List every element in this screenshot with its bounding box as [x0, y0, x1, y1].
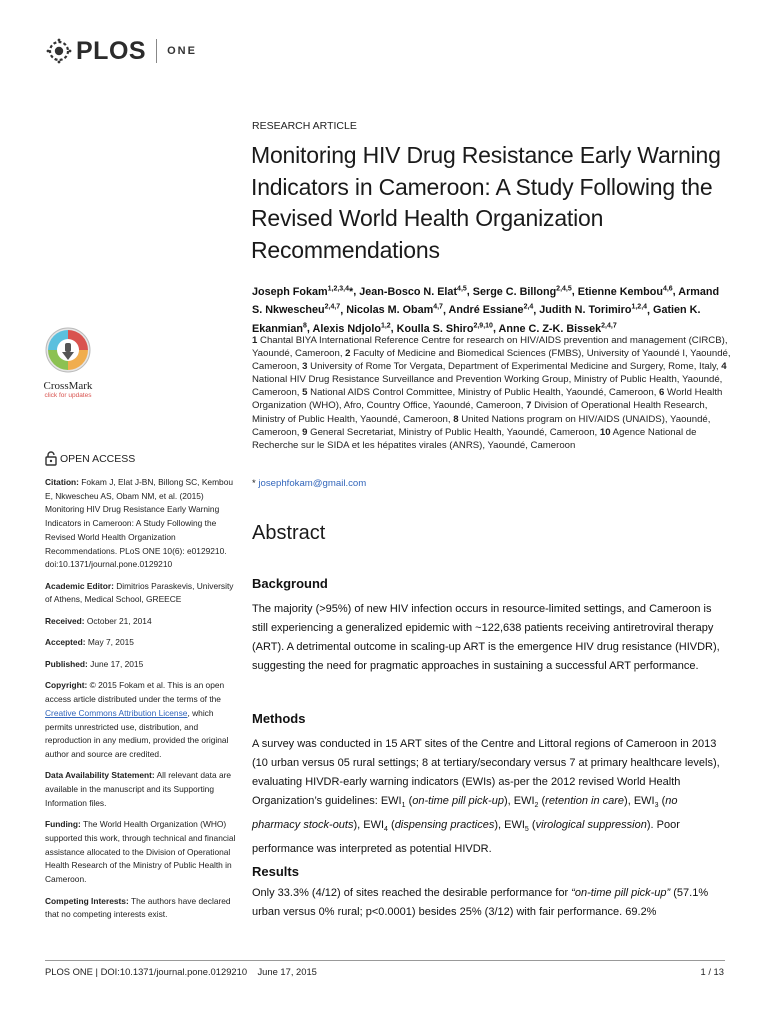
journal-name: ONE [167, 45, 197, 57]
affiliation-number: 9 [302, 426, 308, 438]
logo-divider [156, 39, 157, 63]
ewi2-text: retention in care [545, 794, 625, 807]
affiliation-number: 2 [345, 348, 351, 360]
citation-label: Citation: [45, 477, 79, 487]
author-name: Koulla S. Shiro$^{2,9,10}$ [396, 322, 493, 335]
affiliation-text: Division of Operational Health Research, Ministry of Public Health, Yaoundé, Cameroon, [252, 400, 708, 425]
affiliation-text: National HIV Drug Resistance Surveillance and Prevention Working Group, Ministry of Public Health, Yaoundé, Cameroon, [252, 374, 723, 399]
results-text [252, 884, 726, 922]
author-name: Serge C. Billong$^{2,4,5}$ [472, 285, 572, 298]
methods-heading: Methods [252, 711, 306, 726]
accepted-date: May 7, 2015 [87, 637, 134, 648]
article-title: Monitoring HIV Drug Resistance Early Warning Indicators in Cameroon: A Study Following the Revised World Health Organization Recommendations [251, 142, 721, 263]
author-affiliation-marks: 4,5 [457, 285, 467, 292]
affiliation-text: Agence National de Recherche sur le SIDA et les hépatites virales (ANRS), Yaoundé, Cameroon [252, 426, 697, 451]
funding-label: Funding: [45, 819, 81, 830]
ewi3-sub: 3 [654, 801, 659, 809]
author-affiliation-marks: 2,9,10 [473, 322, 493, 330]
plos-logo-icon [46, 38, 72, 64]
data-availability-label: Data Availability Statement: [45, 770, 155, 781]
published-block [45, 658, 241, 672]
background-heading: Background [252, 576, 328, 591]
results-text-1: Only 33.3% (4/12) of sites reached the desirable performance for [252, 887, 572, 899]
author-name: Nicolas M. Obam$^{4,7}$ [346, 303, 443, 317]
copyright-text-end: , which permits unrestricted use, distribution, and reproduction in any medium, provided the original author and source are credited. [45, 707, 229, 759]
plos-wordmark: PLOS [76, 36, 147, 65]
citation-text: Fokam J, Elat J-BN, Billong SC, Kembou E, Nkwescheu AS, Obam NM, et al. (2015) Monitoring HIV Drug Resistance Early Warning Indicators in Cameroon: A Study Following the Revised World Health Organization Recommendations. PLoS ONE 10(6): e0129210. doi:10.1371/journal.pone.0129210 [45, 477, 234, 570]
abstract-heading: Abstract [252, 522, 326, 544]
footer-citation: PLOS ONE | DOI:10.1371/journal.pone.0129210 June 17, 2015 [45, 966, 317, 977]
published-date: June 17, 2015 [90, 658, 144, 669]
methods-text-1: A survey was conducted in 15 ART sites of the Centre and Littoral regions of Cameroon in 2013 (10 urban versus 05 rural settings; 8 at tertiary/secondary versus 7 at primary healthcare levels), evaluating HIVDR-early warning indicators (EWIs) as-per the 2012 revised World Health Organization’s guidelines: EWI [252, 738, 720, 807]
affiliation-text: Chantal BIYA International Reference Centre for research on HIV/AIDS prevention and management (CIRCB), Yaoundé, Cameroon, [252, 335, 728, 360]
author-name: Alexis Ndjolo$^{1,2}$ [312, 322, 391, 335]
ewi1-text: on-time pill pick-up [412, 794, 504, 807]
affiliation-number: 10 [599, 426, 611, 438]
accepted-label: Accepted: [45, 637, 86, 648]
open-access-label: OPEN ACCESS [60, 452, 136, 465]
crossmark-badge[interactable] [38, 326, 98, 399]
competing-interests-text: The authors have declared that no competing interests exist. [45, 895, 231, 920]
article-metadata-sidebar [45, 476, 241, 930]
received-block [45, 615, 241, 629]
funding-text: The World Health Organization (WHO) supported this work, through technical and financial assistance allocated to the Division of Operational Health Research of the Ministry of Public Health in Cameroon. [45, 819, 236, 885]
affiliation-number: 7 [526, 400, 532, 412]
corresponding-email-link[interactable]: josephfokam@gmail.com [258, 478, 367, 489]
affiliation-text: United Nations program on HIV/AIDS (UNAIDS), Yaoundé, Cameroon, [252, 413, 711, 438]
open-lock-icon [45, 451, 57, 466]
results-heading: Results [252, 864, 299, 879]
copyright-text: © 2015 Fokam et al. This is an open access article distributed under the terms of the [45, 680, 225, 705]
funding-block [45, 818, 241, 887]
copyright-block [45, 679, 241, 761]
author-name: Gatien K. Ekanmian$^8$ [252, 304, 701, 335]
editor-text: Dimitrios Paraskevis, University of Athens, Medical School, GREECE [45, 580, 234, 605]
author-name: Anne C. Z-K. Bissek$^{2,4,7}$ [498, 322, 617, 335]
plos-one-logo[interactable] [46, 36, 197, 66]
affiliation-text: Faculty of Medicine and Biomedical Sciences (FMBS), University of Yaoundé I, Yaoundé, Cameroon, [252, 348, 731, 373]
author-affiliation-marks: 1,2 [380, 322, 391, 330]
article-type: RESEARCH ARTICLE [252, 120, 357, 132]
affiliation-number: 4 [721, 361, 727, 373]
author-name: Joseph Fokam$^{1,2,3,4}$* [252, 285, 354, 298]
ewi1-sub: 1 [401, 801, 406, 809]
received-label: Received: [45, 615, 85, 626]
editor-label: Academic Editor: [45, 580, 114, 591]
copyright-label: Copyright: [45, 680, 88, 691]
crossmark-icon [44, 326, 92, 374]
ewi4-sub: 4 [384, 826, 388, 833]
author-name: Jean-Bosco N. Elat$^{4,5}$ [359, 285, 467, 298]
methods-text-2: . Poor performance was interpreted as potential HIVDR. [252, 818, 680, 855]
data-availability-text: All relevant data are available in the manuscript and its Supporting Information files. [45, 770, 232, 808]
corresponding-mark: * [252, 478, 256, 489]
corresponding-author-mark: * [349, 285, 354, 298]
author-affiliation-marks: 4,6 [662, 285, 673, 292]
published-label: Published: [45, 658, 88, 669]
affiliation-number: 5 [302, 387, 308, 399]
affiliation-text: University of Rome Tor Vergata, Department of Experimental Medicine and Surgery, Rome, Italy, [307, 361, 722, 373]
background-text: The majority (>95%) of new HIV infection occurs in resource-limited settings, and Cameroon is still experiencing a generalized epidemic with ~122,638 patients receiving antiretroviral therapy (ART). A detrimental outcome in scaling-up ART is the emergence HIV drug resistance (HIVDR), suggesting the need for pragmatic approaches in sustaining a successful ART performance. [252, 603, 720, 672]
footer-divider [45, 960, 725, 961]
received-date: October 21, 2014 [86, 615, 152, 626]
corresponding-author [252, 478, 366, 489]
author-affiliation-marks: 4,7 [433, 303, 443, 311]
author-affiliation-marks: 8 [303, 322, 307, 330]
author-affiliation-marks: 2,4,7 [324, 303, 341, 311]
competing-interests-block [45, 895, 241, 922]
author-name: André Essiane$^{2,4}$ [448, 303, 534, 317]
affiliation-number: 3 [302, 361, 308, 373]
author-list: Joseph Fokam$^{1,2,3,4}$*, Jean-Bosco N. Elat$^{4,5}$, Serge C. Billong$^{2,4,5}$, Etienne Kembou$^{4,6}$, Armand S. Nkwescheu$^{2,4,7}$, Nicolas M. Obam$^{4,7}$, André Essiane$^{2,4}$, Judith N. Torimiro$^{1,2,4}$, Gatien K. Ekanmian$^8$, Alexis Ndjolo$^{1,2}$, Koulla S. Shiro$^{2,9,10}$, Anne C. Z-K. Bissek$^{2,4,7}$ [252, 285, 720, 335]
author-affiliation-marks: 1,2,3,4 [327, 285, 350, 292]
author-name: Judith N. Torimiro$^{1,2,4}$ [539, 303, 648, 317]
author-affiliation-marks: 2,4,5 [556, 285, 572, 292]
author-affiliation-marks: 1,2,4 [631, 303, 648, 311]
citation-block [45, 476, 241, 572]
page-number: 1 / 13 [700, 966, 724, 977]
affiliations [252, 334, 732, 452]
author-affiliation-marks: 2,4,7 [601, 322, 617, 330]
data-availability-block [45, 769, 241, 810]
ewi3-text: no pharmacy stock-outs [252, 794, 678, 831]
crossmark-label: CrossMark [43, 380, 93, 392]
affiliation-text: World Health Organization (WHO), Afro, Country Office, Yaoundé, Cameroon, [252, 387, 723, 412]
affiliation-number: 1 [252, 335, 258, 346]
crossmark-sublabel: click for updates [44, 392, 92, 399]
affiliation-text: National AIDS Control Committee, Ministry of Public Health, Yaoundé, Cameroon, [307, 387, 660, 399]
open-access-badge [45, 451, 135, 466]
affiliation-text: General Secretariat, Ministry of Public Health, Yaoundé, Cameroon, [307, 426, 600, 438]
author-affiliation-marks: 2,4 [523, 303, 534, 311]
methods-text: A survey was conducted in 15 ART sites of the Centre and Littoral regions of Cameroon in 2013 (10 urban versus 05 rural settings; 8 at tertiary/secondary versus 7 at primary healthcare levels), evaluating HIVDR-early warning indicators (EWIs) as-per the 2012 revised World Health Organization’s guidelines: $EWI_1$ (on-time pill pick-up), $EWI_2$ (retention in care), $EWI_3$ (no pharmacy stock-outs), $EWI_4$ (dispensing practices), $EWI_5$ (virological suppression). Poor performance was interpreted as potential HIVDR. [252, 738, 720, 855]
accepted-block [45, 636, 241, 650]
ewi5-sub: 5 [524, 826, 529, 833]
affiliation-number: 6 [659, 387, 665, 399]
competing-interests-label: Competing Interests: [45, 895, 129, 906]
author-name: Etienne Kembou$^{4,6}$ [577, 285, 673, 298]
ewi4-text: dispensing practices [394, 818, 495, 831]
affiliation-number: 8 [453, 413, 459, 425]
ewi2-sub: 2 [534, 801, 539, 809]
results-quote: “on-time pill pick-up” [571, 887, 671, 899]
editor-block [45, 580, 241, 607]
license-link[interactable]: Creative Commons Attribution License [45, 707, 188, 718]
results-text-2: (57.1% urban versus 0% rural; p<0.0001) besides 25% (3/12) with fair performance. 69.2% [252, 887, 709, 918]
ewi5-text: virological suppression [535, 818, 647, 831]
author-name: Armand S. Nkwescheu$^{2,4,7}$ [252, 285, 720, 317]
